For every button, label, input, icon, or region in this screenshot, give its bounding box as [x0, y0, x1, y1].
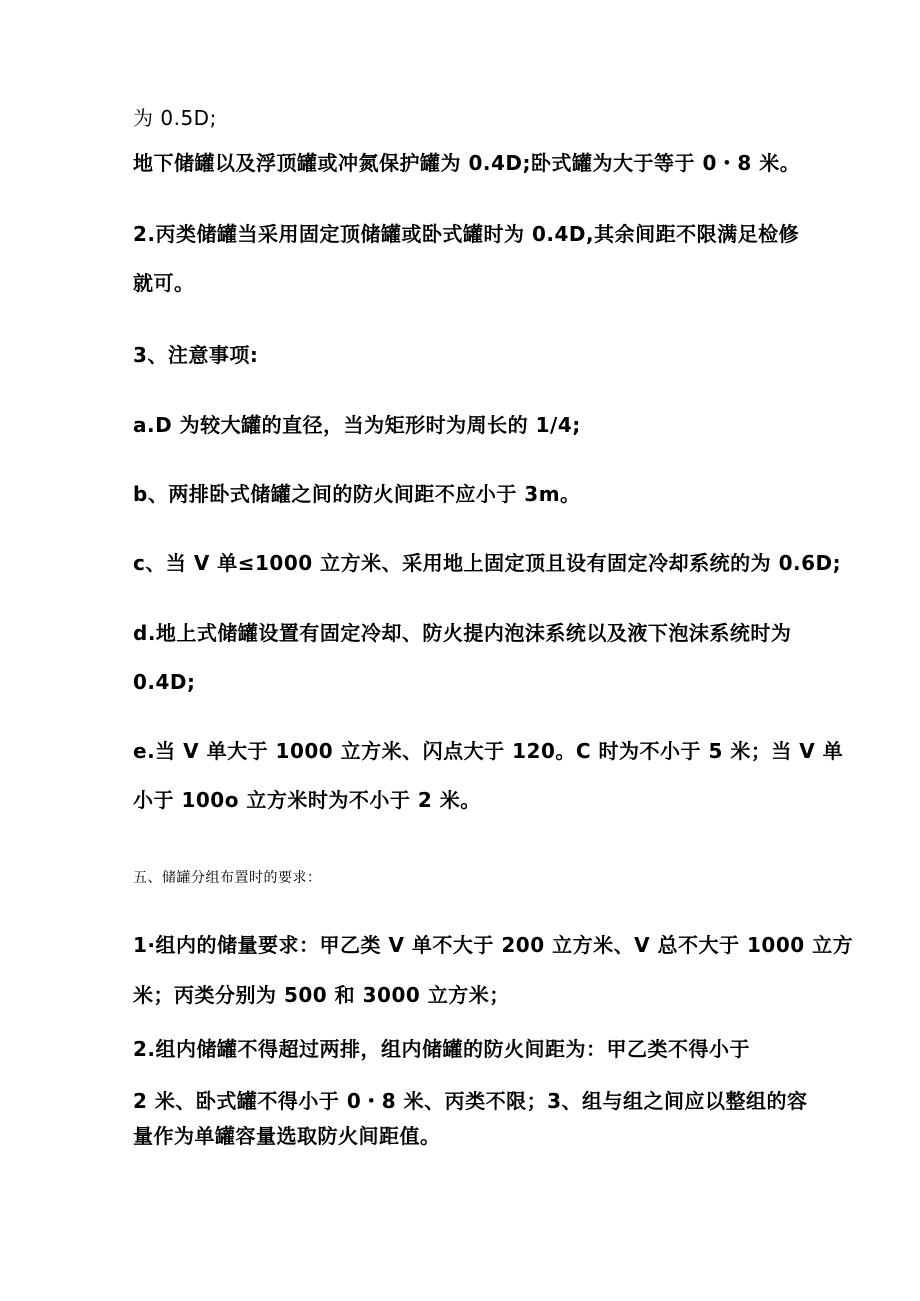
text-line-note-a: a.D 为较大罐的直径，当为矩形时为周长的 1/4; — [133, 413, 581, 437]
text-line-group-2-cont: 2 米、卧式罐不得小于 0・8 米、丙类不限；3、组与组之间应以整组的容 — [133, 1089, 808, 1113]
text-line-3: 2.丙类储罐当采用固定顶储罐或卧式罐时为 0.4D,其余间距不限满足检修 — [133, 222, 800, 246]
text-line-1: 为 0.5D; — [133, 106, 217, 130]
section-heading-group-layout: 五、储罐分组布置时的要求： — [133, 870, 322, 886]
text-line-group-1: 1·组内的储量要求：甲乙类 V 单不大于 200 立方米、V 总不大于 1000 立方 — [133, 933, 854, 957]
text-line-note-c: c、当 V 单≤1000 立方米、采用地上固定顶且设有固定冷却系统的为 0.6D; — [133, 551, 842, 575]
text-line-group-1-cont: 米；丙类分别为 500 和 3000 立方米； — [133, 983, 510, 1007]
text-line-note-b: b、两排卧式储罐之间的防火间距不应小于 3m。 — [133, 482, 581, 506]
text-line-note-d: d.地上式储罐设置有固定冷却、防火提内泡沫系统以及液下泡沫系统时为 — [133, 621, 792, 645]
text-line-4: 就可。 — [133, 271, 195, 295]
text-line-group-3-cont: 量作为单罐容量选取防火间距值。 — [133, 1124, 441, 1148]
text-line-note-e: e.当 V 单大于 1000 立方米、闪点大于 120。C 时为不小于 5 米；当 V 单 — [133, 739, 844, 763]
section-heading-notes: 3、注意事项: — [133, 343, 259, 367]
text-line-note-d-cont: 0.4D; — [133, 670, 196, 694]
text-line-group-2: 2.组内储罐不得超过两排，组内储罐的防火间距为：甲乙类不得小于 — [133, 1037, 751, 1061]
text-line-2: 地下储罐以及浮顶罐或冲氮保护罐为 0.4D;卧式罐为大于等于 0・8 米。 — [133, 151, 801, 175]
text-line-note-e-cont: 小于 100o 立方米时为不小于 2 米。 — [133, 788, 481, 812]
